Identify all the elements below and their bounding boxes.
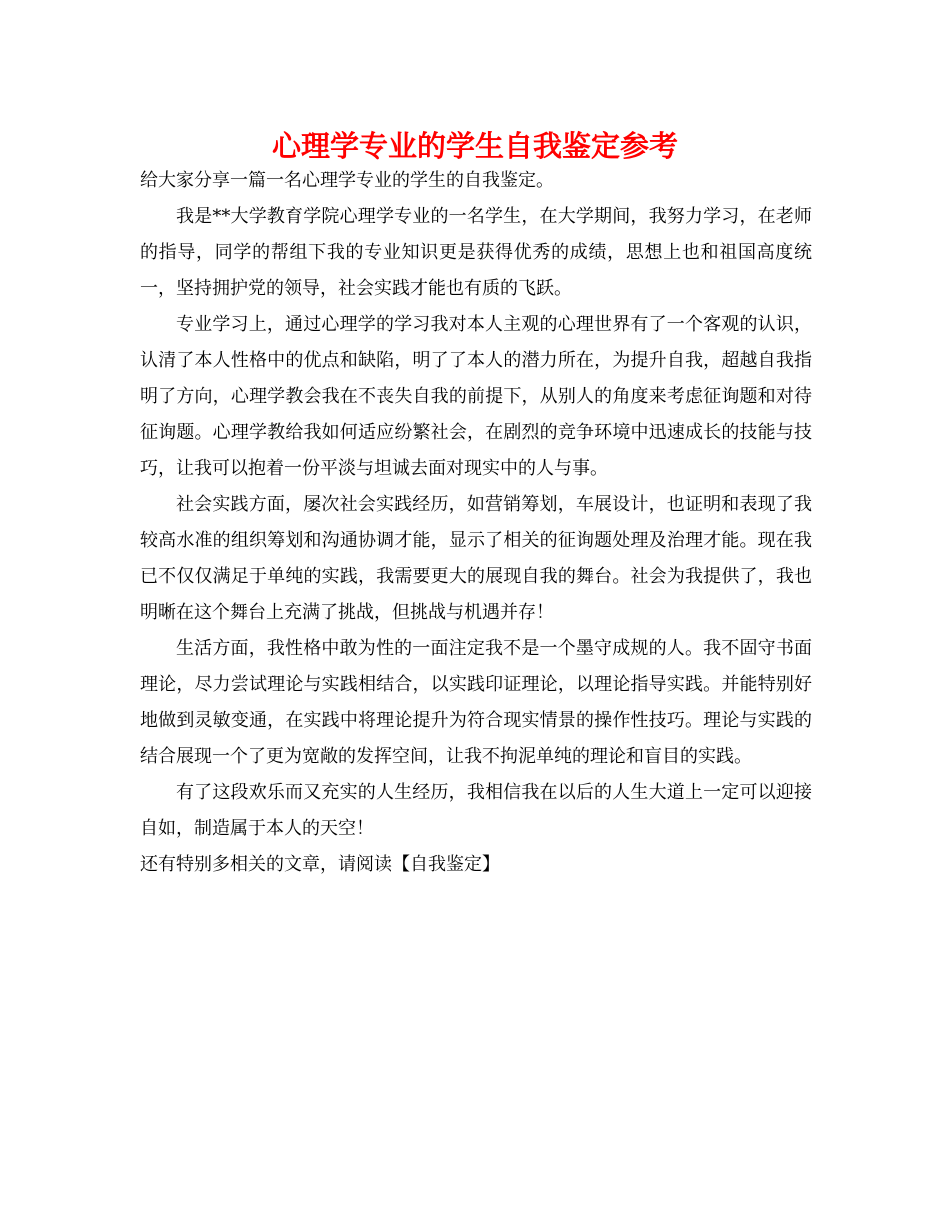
document-title: 心理学专业的学生自我鉴定参考 (271, 129, 678, 163)
body-paragraph-1: 我是**大学教育学院心理学专业的一名学生，在大学期间，我努力学习，在老师的指导，同学的帮组下我的专业知识更是获得优秀的成绩，思想上也和祖国高度统一，坚持拥护党的领导，社会实践才能也有质的飞跃。 (140, 206, 812, 299)
body-paragraph-5: 有了这段欢乐而又充实的人生经历，我相信我在以后的人生大道上一定可以迎接自如，制造属于本人的天空！ (140, 782, 812, 839)
body-paragraph-4: 生活方面，我性格中敢为性的一面注定我不是一个墨守成规的人。我不固守书面理论，尽力尝试理论与实践相结合，以实践印证理论，以理论指导实践。并能特别好地做到灵敏变通，在实践中将理论提升为符合现实情景的操作性技巧。理论与实践的结合展现一个了更为宽敞的发挥空间，让我不拘泥单纯的理论和盲目的实践。 (140, 638, 812, 767)
closing-line: 还有特别多相关的文章，请阅读【自我鉴定】 (140, 854, 500, 875)
document-body (140, 163, 812, 883)
body-paragraph-3: 社会实践方面，屡次社会实践经历，如营销筹划，车展设计，也证明和表现了我较高水准的组织筹划和沟通协调才能，显示了相关的征询题处理及治理才能。现在我已不仅仅满足于单纯的实践，我需要更大的展现自我的舞台。社会为我提供了，我也明晰在这个舞台上充满了挑战，但挑战与机遇并存！ (140, 494, 812, 623)
intro-paragraph: 给大家分享一篇一名心理学专业的学生的自我鉴定。 (140, 170, 554, 191)
body-paragraph-2: 专业学习上，通过心理学的学习我对本人主观的心理世界有了一个客观的认识，认清了本人性格中的优点和缺陷，明了了本人的潜力所在，为提升自我，超越自我指明了方向，心理学教会我在不丧失自我的前提下，从别人的角度来考虑征询题和对待征询题。心理学教给我如何适应纷繁社会，在剧烈的竞争环境中迅速成长的技能与技巧，让我可以抱着一份平淡与坦诚去面对现实中的人与事。 (140, 314, 812, 479)
